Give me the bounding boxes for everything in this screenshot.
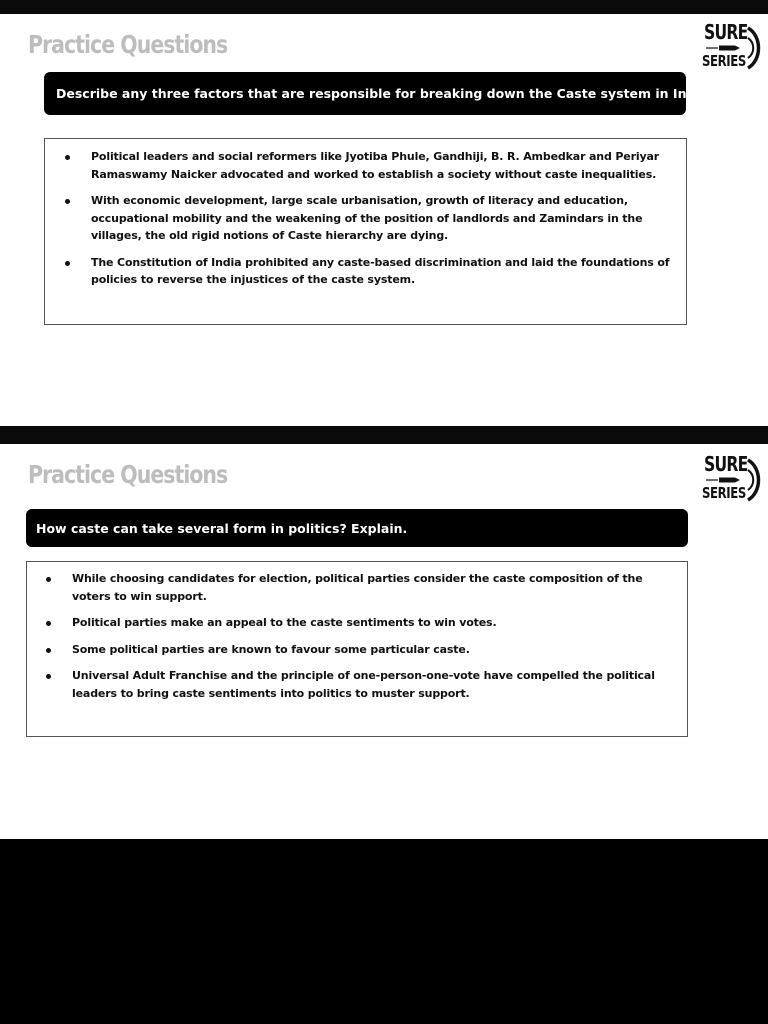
logo-word-sure: SURE <box>704 20 748 44</box>
question-text: How caste can take several form in politics? Explain. <box>36 520 408 536</box>
bottom-black-area <box>0 839 768 1024</box>
logo-word-series: SERIES <box>702 52 746 70</box>
sure-shot-series-logo <box>702 20 764 80</box>
answer-text: While choosing candidates for election, political parties consider the caste composition of the voters to win support. <box>72 572 643 603</box>
answer-text: With economic development, large scale urbanisation, growth of literacy and education, occupational mobility and the weakening of the position of landlords and Zamindars in the villages, the old rigid notions of Caste hierarchy are dying. <box>91 194 643 242</box>
bullet-dot-icon <box>65 199 70 204</box>
question-banner <box>44 72 716 115</box>
sure-shot-series-logo <box>702 452 764 512</box>
slide-2 <box>0 444 768 839</box>
slide-title: Practice Questions <box>28 460 228 489</box>
answer-text: Some political parties are known to favour some particular caste. <box>72 642 470 656</box>
slide-separator <box>0 426 768 444</box>
answer-box <box>26 561 688 737</box>
slide-title: Practice Questions <box>28 30 228 59</box>
bullet-dot-icon <box>46 621 51 626</box>
answer-list <box>27 570 687 711</box>
list-item <box>91 148 678 183</box>
answer-list <box>45 148 686 298</box>
list-item <box>91 254 678 289</box>
answer-text: Political leaders and social reformers like Jyotiba Phule, Gandhiji, B. R. Ambedkar and Periyar Ramaswamy Naicker advocated and worked to establish a society without caste inequalities. <box>91 150 660 181</box>
logo-shot-strip <box>706 477 748 483</box>
bullet-dot-icon <box>65 155 70 160</box>
bullet-dot-icon <box>46 648 51 653</box>
answer-text: Political parties make an appeal to the caste sentiments to win votes. <box>72 616 497 629</box>
question-text: Describe any three factors that are responsible for breaking down the Caste system in India? <box>56 86 716 101</box>
answer-box <box>44 138 687 325</box>
list-item <box>91 192 678 245</box>
list-item <box>72 667 679 702</box>
bullet-dot-icon <box>46 577 51 582</box>
list-item <box>72 614 679 632</box>
question-banner <box>26 509 688 547</box>
logo-word-series: SERIES <box>702 484 746 502</box>
bullet-dot-icon <box>46 674 51 679</box>
top-black-bar <box>0 0 768 14</box>
answer-text: The Constitution of India prohibited any caste-based discrimination and laid the foundations of policies to reverse the injustices of the caste system. <box>91 255 670 286</box>
slide-1 <box>0 14 768 426</box>
logo-arc-icon <box>746 458 764 502</box>
bullet-dot-icon <box>65 261 70 266</box>
list-item <box>72 570 679 605</box>
logo-arc-icon <box>746 26 764 70</box>
logo-shot-strip <box>706 45 748 51</box>
logo-word-sure: SURE <box>704 452 748 476</box>
list-item <box>72 641 679 659</box>
answer-text: Universal Adult Franchise and the principle of one-person-one-vote have compelled the political leaders to bring caste sentiments into politics to muster support. <box>72 669 655 700</box>
